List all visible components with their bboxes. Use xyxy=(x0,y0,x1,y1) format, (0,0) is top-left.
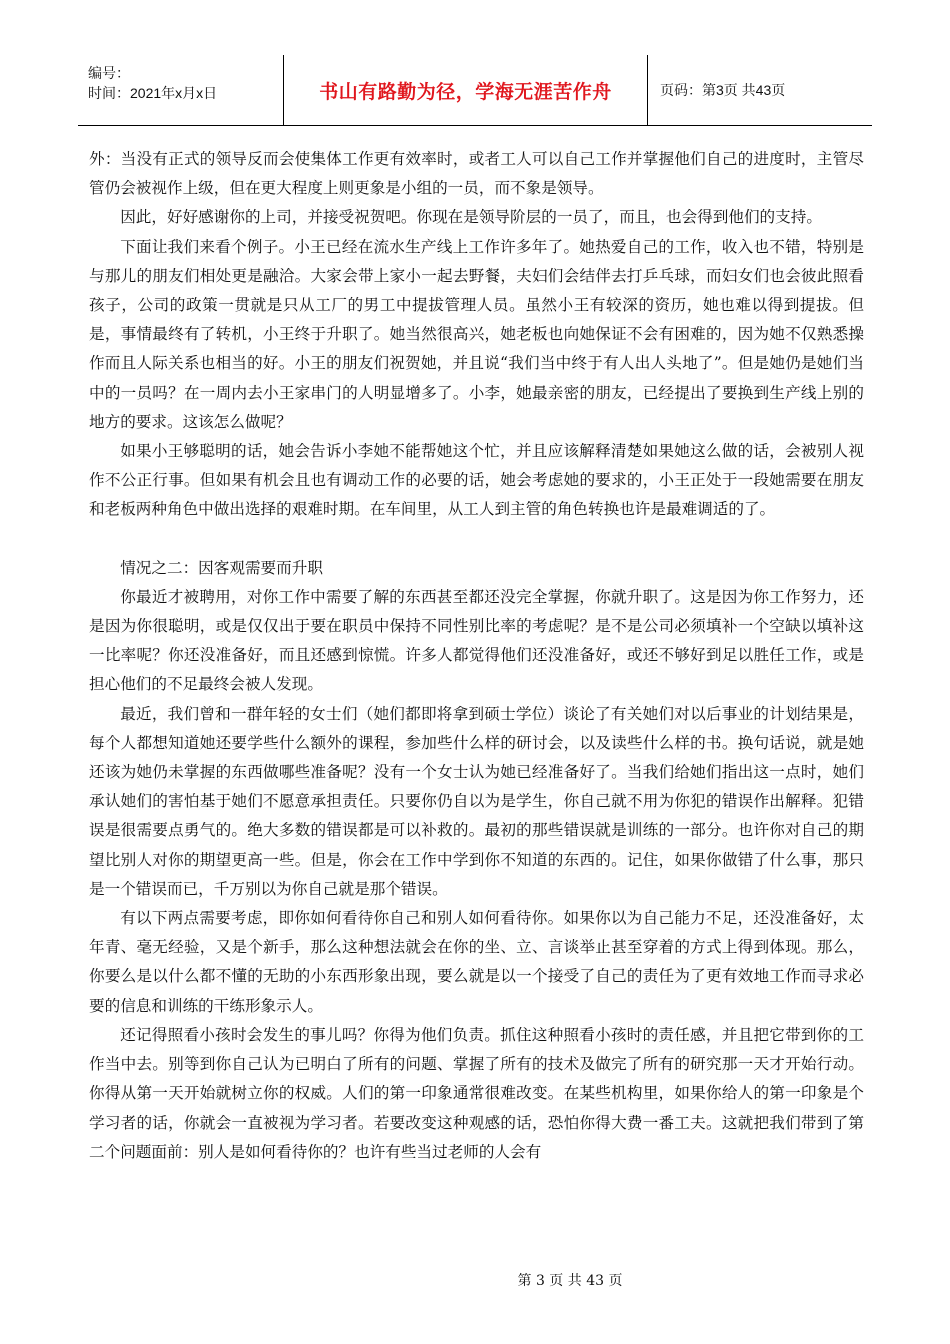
document-time: 时间：2021年x月x日 xyxy=(88,85,218,101)
page-header xyxy=(78,55,872,126)
paragraph: 最近，我们曾和一群年轻的女士们（她们都即将拿到硕士学位）谈论了有关她们对以后事业的计划结果是，每个人都想知道她还要学些什么额外的课程，参加些什么样的研讨会，以及读些什么样的书。换句话说，就是她还该为她仍未掌握的东西做哪些准备呢？没有一个女士认为她已经准备好了。当我们给她们指出这一点时，她们承认她们的害怕基于她们不愿意承担责任。只要你仍自以为是学生，你自己就不用为你犯的错误作出解释。犯错误是很需要点勇气的。绝大多数的错误都是可以补救的。最初的那些错误就是训练的一部分。也许你对自己的期望比别人对你的期望更高一些。但是，你会在工作中学到你不知道的东西的。记住，如果你做错了什么事，那只是一个错误而已，千万别以为你自己就是那个错误。 xyxy=(89,704,864,898)
page-footer: 第 3 页 共 43 页 xyxy=(517,1273,623,1289)
paragraph: 外：当没有正式的领导反而会使集体工作更有效率时，或者工人可以自己工作并掌握他们自己的进度时，主管尽管仍会被视作上级，但在更大程度上则更象是小组的一员，而不象是领导。 xyxy=(89,150,864,198)
paragraph: 如果小王够聪明的话，她会告诉小李她不能帮她这个忙，并且应该解释清楚如果她这么做的话，会被别人视作不公正行事。但如果有机会且也有调动工作的必要的话，她会考虑她的要求的，小王正处于一段她需要在朋友和老板两种角色中做出选择的艰难时期。在车间里，从工人到主管的角色转换也许是最难调适的了。 xyxy=(89,442,864,519)
header-meta xyxy=(78,55,284,125)
paragraph: 下面让我们来看个例子。小王已经在流水生产线上工作许多年了。她热爱自己的工作，收入也不错，特别是与那儿的朋友们相处更是融洽。大家会带上家小一起去野餐，夫妇们会结伴去打乒乓球，而妇女们也会彼此照看孩子，公司的政策一贯就是只从工厂的男工中提拔管理人员。虽然小王有较深的资历，她也难以得到提拔。但是，事情最终有了转机，小王终于升职了。她当然很高兴，她老板也向她保证不会有困难的，因为她不仅熟悉操作而且人际关系也相当的好。小王的朋友们祝贺她，并且说“我们当中终于有人出人头地了”。但是她仍是她们当中的一员吗？在一周内去小王家串门的人明显增多了。小李，她最亲密的朋友，已经提出了要换到生产线上别的地方的要求。这该怎么做呢？ xyxy=(89,237,864,431)
section-heading: 情况之二：因客观需要而升职 xyxy=(120,558,323,577)
header-motto: 书山有路勤为径，学海无涯苦作舟 xyxy=(284,55,648,125)
document-number-label: 编号： xyxy=(88,65,130,81)
paragraph: 还记得照看小孩时会发生的事儿吗？你得为他们负责。抓住这种照看小孩时的责任感，并且把它带到你的工作当中去。别等到你自己认为已明白了所有的问题、掌握了所有的技术及做完了所有的研究那一天才开始行动。你得从第一天开始就树立你的权威。人们的第一印象通常很难改变。在某些机构里，如果你给人的第一印象是个学习者的话，你就会一直被视为学习者。若要改变这种观感的话，恐怕你得大费一番工夫。这就把我们带到了第二个问题面前：别人是如何看待你的？也许有些当过老师的人会有 xyxy=(89,1025,864,1161)
header-page-code: 页码：第3页 共43页 xyxy=(660,82,786,98)
paragraph: 你最近才被聘用，对你工作中需要了解的东西甚至都还没完全掌握，你就升职了。这是因为你工作努力，还是因为你很聪明，或是仅仅出于要在职员中保持不同性别比率的考虑呢？是不是公司必须填补一个空缺以填补这一比率呢？你还没准备好，而且还感到惊慌。许多人都觉得他们还没准备好，或还不够好到足以胜任工作，或是担心他们的不足最终会被人发现。 xyxy=(89,587,864,694)
paragraph: 有以下两点需要考虑，即你如何看待你自己和别人如何看待你。如果你以为自己能力不足，还没准备好，太年青、毫无经验，又是个新手，那么这种想法就会在你的坐、立、言谈举止甚至穿着的方式上得到体现。那么，你要么是以什么都不懂的无助的小东西形象出现，要么就是以一个接受了自己的责任为了更有效地工作而寻求必要的信息和训练的干练形象示人。 xyxy=(89,909,864,1015)
document-body xyxy=(89,145,864,1167)
paragraph: 因此，好好感谢你的上司，并接受祝贺吧。你现在是领导阶层的一员了，而且，也会得到他们的支持。 xyxy=(120,208,822,227)
